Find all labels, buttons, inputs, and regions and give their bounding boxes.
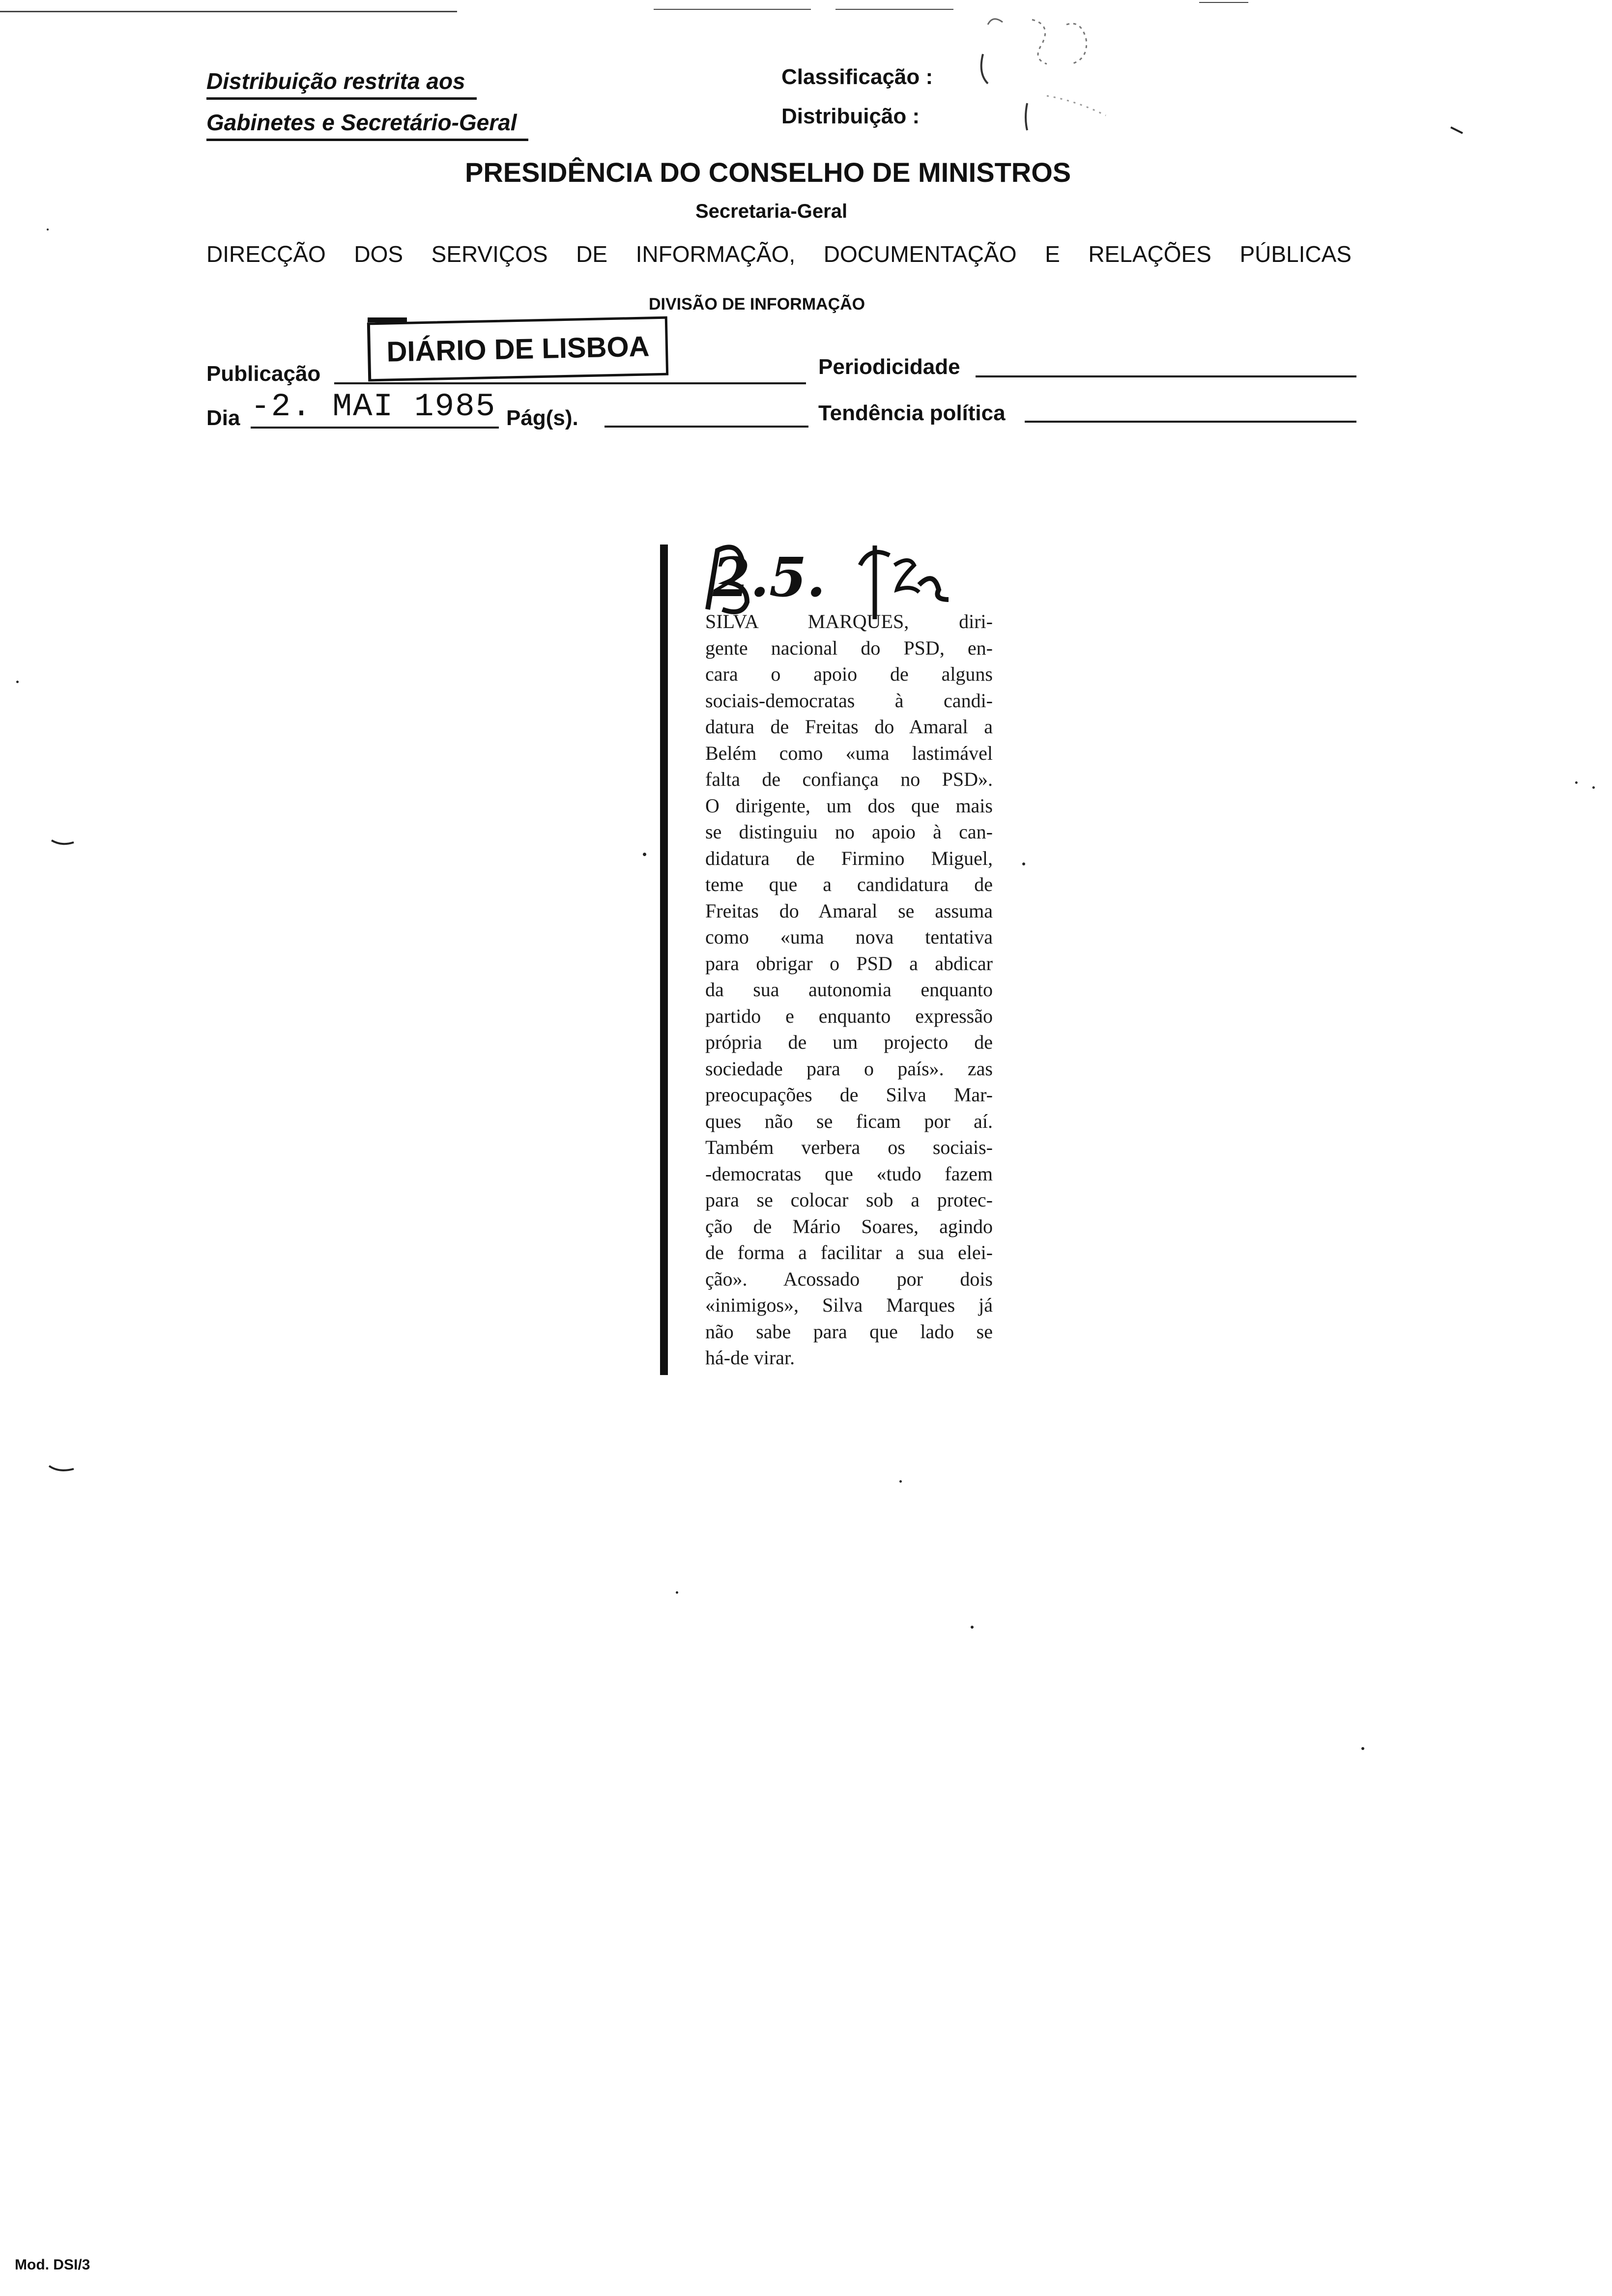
pages-field-line <box>604 426 808 428</box>
periodicity-field-line <box>976 375 1356 377</box>
clipping-left-rule <box>660 545 668 1375</box>
scan-speck <box>1575 781 1578 784</box>
direction-word: DOS <box>354 241 403 267</box>
distribution-label: Distribuição : <box>781 104 920 128</box>
division-label: DIVISÃO DE INFORMAÇÃO <box>649 295 865 314</box>
clipping-line: Freitas do Amaral se assuma <box>705 899 993 922</box>
clipping-line: própria de um projecto de <box>705 1031 993 1053</box>
scan-speck <box>676 1591 678 1594</box>
clipping-line: de forma a facilitar a sua elei- <box>705 1241 993 1263</box>
scan-speck <box>1361 1747 1364 1750</box>
date-stamp: -2. MAI 1985 <box>251 388 496 425</box>
direction-line <box>206 241 1352 267</box>
scan-speck <box>899 1480 902 1483</box>
clipping-line: se distinguiu no apoio à can- <box>705 821 993 843</box>
direction-word: SERVIÇOS <box>431 241 548 267</box>
clipping-line: didatura de Firmino Miguel, <box>705 847 993 869</box>
clipping-line: sociedade para o país». zas <box>705 1057 993 1080</box>
clipping-line: para se colocar sob a protec- <box>705 1189 993 1211</box>
clipping-line: para obrigar o PSD a abdicar <box>705 952 993 975</box>
publication-stamp: DIÁRIO DE LISBOA <box>367 316 668 382</box>
direction-word: DOCUMENTAÇÃO <box>823 241 1017 267</box>
scan-speck <box>1592 786 1595 789</box>
clipping-line: Também verbera os sociais- <box>705 1136 993 1158</box>
clipping-line: SILVA MARQUES, diri- <box>705 610 993 632</box>
clipping-line: da sua autonomia enquanto <box>705 978 993 1001</box>
form-model-code: Mod. DSI/3 <box>15 2257 90 2273</box>
scan-speck <box>971 1626 974 1629</box>
scan-edge-line <box>835 9 953 10</box>
clipping-line: ção de Mário Soares, agindo <box>705 1215 993 1237</box>
margin-mark <box>47 1462 76 1477</box>
clipping-line: como «uma nova tentativa <box>705 926 993 948</box>
direction-word: DE <box>576 241 608 267</box>
clipping-line: há-de virar. <box>705 1347 795 1369</box>
scan-speck <box>1022 862 1025 865</box>
classification-label: Classificação : <box>781 65 933 89</box>
political-tendency-field-line <box>1025 421 1356 423</box>
direction-word: E <box>1045 241 1060 267</box>
clipping-line: gente nacional do PSD, en- <box>705 636 993 659</box>
direction-word: PÚBLICAS <box>1239 241 1352 267</box>
clipping-line: O dirigente, um dos que mais <box>705 794 993 817</box>
distribution-underline-2 <box>206 139 528 141</box>
clipping-line: cara o apoio de alguns <box>705 663 993 685</box>
page-title: PRESIDÊNCIA DO CONSELHO DE MINISTROS <box>465 157 1071 188</box>
scan-speck <box>47 229 49 230</box>
direction-word: RELAÇÕES <box>1088 241 1211 267</box>
scan-edge-line <box>654 9 811 10</box>
direction-word: INFORMAÇÃO, <box>635 241 796 267</box>
clipping-line: não sabe para que lado se <box>705 1320 993 1343</box>
pages-label: Pág(s). <box>506 406 578 430</box>
clipping-line: datura de Freitas do Amaral a <box>705 716 993 738</box>
clipping-line: preocupações de Silva Mar- <box>705 1084 993 1106</box>
periodicity-label: Periodicidade <box>818 355 960 379</box>
scan-edge-line <box>1199 2 1248 3</box>
corner-mark <box>1450 125 1465 135</box>
clipping-line: Belém como «uma lastimável <box>705 742 993 764</box>
scan-speck <box>643 853 646 856</box>
clipping-line: partido e enquanto expressão <box>705 1004 993 1027</box>
scan-speck <box>16 681 19 683</box>
publication-field-line <box>334 382 806 384</box>
political-tendency-label: Tendência política <box>818 401 1006 425</box>
distribution-restricted-line1: Distribuição restrita aos <box>206 68 465 94</box>
clipping-line: ção». Acossado por dois <box>705 1267 993 1290</box>
day-field-line <box>251 427 499 429</box>
clipping-line: teme que a candidatura de <box>705 873 993 895</box>
page-subtitle: Secretaria-Geral <box>695 201 848 222</box>
distribution-underline-1 <box>206 97 477 100</box>
stamp-top-mark <box>368 317 407 322</box>
distribution-restricted-line2: Gabinetes e Secretário-Geral <box>206 110 517 135</box>
handwritten-date-note: 2.5. <box>713 545 826 609</box>
scan-edge-line <box>0 11 457 12</box>
clipping-line: «inimigos», Silva Marques já <box>705 1294 993 1316</box>
clipping-line: ques não se ficam por aí. <box>705 1110 993 1132</box>
clipping-article-text <box>705 608 993 1371</box>
clipping-line: -democratas que «tudo fazem <box>705 1162 993 1185</box>
day-label: Dia <box>206 406 240 430</box>
direction-word: DIRECÇÃO <box>206 241 326 267</box>
handwritten-scribble <box>973 10 1130 133</box>
margin-mark <box>49 835 79 850</box>
clipping-line: sociais-democratas à candi- <box>705 689 993 712</box>
clipping-line: falta de confiança no PSD». <box>705 768 993 790</box>
publication-label: Publicação <box>206 362 321 386</box>
